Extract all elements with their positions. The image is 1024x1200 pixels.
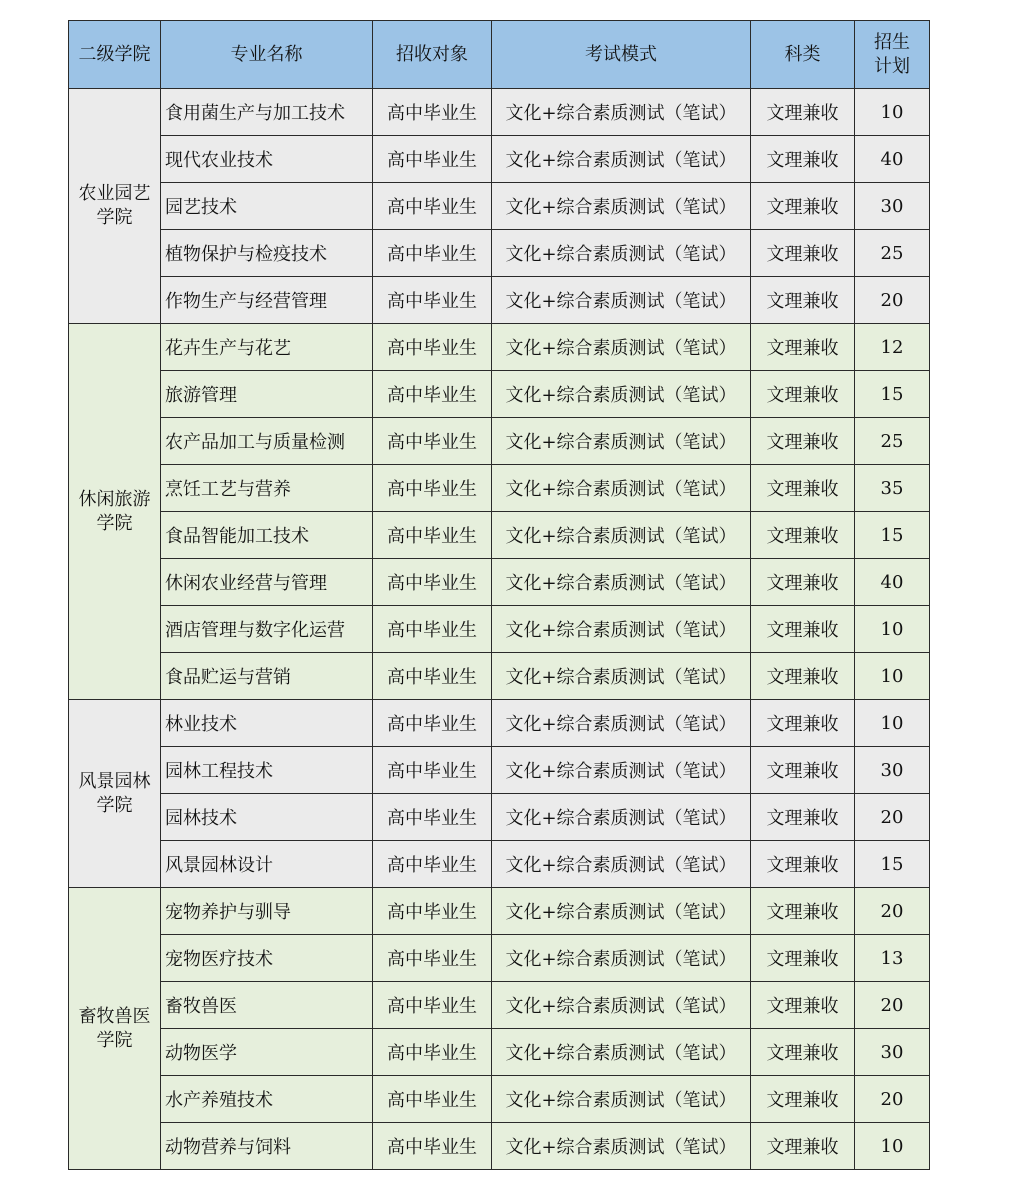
exam-mode: 文化+综合素质测试（笔试） bbox=[492, 136, 751, 183]
table-row bbox=[69, 512, 930, 559]
enrollment-plan: 40 bbox=[855, 559, 930, 606]
major-name: 作物生产与经营管理 bbox=[161, 277, 373, 324]
enrollment-target: 高中毕业生 bbox=[373, 89, 492, 136]
table-row bbox=[69, 559, 930, 606]
college-name-line2: 学院 bbox=[96, 1029, 133, 1051]
enrollment-plan: 20 bbox=[855, 888, 930, 935]
exam-mode: 文化+综合素质测试（笔试） bbox=[492, 324, 751, 371]
table-row bbox=[69, 606, 930, 653]
enrollment-plan: 30 bbox=[855, 183, 930, 230]
table-row bbox=[69, 136, 930, 183]
enrollment-plan: 20 bbox=[855, 277, 930, 324]
college-name-line2: 学院 bbox=[96, 794, 133, 816]
enrollment-plan: 25 bbox=[855, 418, 930, 465]
enrollment-plan: 15 bbox=[855, 841, 930, 888]
enrollment-plan: 30 bbox=[855, 747, 930, 794]
exam-mode: 文化+综合素质测试（笔试） bbox=[492, 1076, 751, 1123]
header-target: 招收对象 bbox=[373, 21, 492, 89]
major-name: 休闲农业经营与管理 bbox=[161, 559, 373, 606]
enrollment-target: 高中毕业生 bbox=[373, 371, 492, 418]
college-name-line2: 学院 bbox=[96, 207, 133, 228]
exam-mode: 文化+综合素质测试（笔试） bbox=[492, 747, 751, 794]
enrollment-plan: 20 bbox=[855, 1076, 930, 1123]
enrollment-target: 高中毕业生 bbox=[373, 559, 492, 606]
enrollment-plan: 10 bbox=[855, 700, 930, 747]
subject-category: 文理兼收 bbox=[751, 982, 855, 1029]
subject-category: 文理兼收 bbox=[751, 465, 855, 512]
subject-category: 文理兼收 bbox=[751, 841, 855, 888]
enrollment-plan: 20 bbox=[855, 982, 930, 1029]
exam-mode: 文化+综合素质测试（笔试） bbox=[492, 277, 751, 324]
exam-mode: 文化+综合素质测试（笔试） bbox=[492, 653, 751, 700]
table-row bbox=[69, 935, 930, 982]
enrollment-target: 高中毕业生 bbox=[373, 794, 492, 841]
table-row bbox=[69, 89, 930, 136]
exam-mode: 文化+综合素质测试（笔试） bbox=[492, 606, 751, 653]
exam-mode: 文化+综合素质测试（笔试） bbox=[492, 559, 751, 606]
table-row bbox=[69, 1123, 930, 1170]
header-plan-line1: 招生 bbox=[874, 31, 910, 53]
college-name bbox=[69, 324, 161, 700]
college-name bbox=[69, 89, 161, 324]
major-name: 食品智能加工技术 bbox=[161, 512, 373, 559]
subject-category: 文理兼收 bbox=[751, 1123, 855, 1170]
college-name-line1: 农业园艺 bbox=[78, 183, 151, 204]
major-name: 食用菌生产与加工技术 bbox=[161, 89, 373, 136]
enrollment-target: 高中毕业生 bbox=[373, 183, 492, 230]
exam-mode: 文化+综合素质测试（笔试） bbox=[492, 888, 751, 935]
major-name: 食品贮运与营销 bbox=[161, 653, 373, 700]
major-name: 酒店管理与数字化运营 bbox=[161, 606, 373, 653]
exam-mode: 文化+综合素质测试（笔试） bbox=[492, 230, 751, 277]
enrollment-plan: 10 bbox=[855, 606, 930, 653]
college-name-line1: 畜牧兽医 bbox=[78, 1005, 151, 1027]
table-row bbox=[69, 982, 930, 1029]
exam-mode: 文化+综合素质测试（笔试） bbox=[492, 700, 751, 747]
enrollment-target: 高中毕业生 bbox=[373, 653, 492, 700]
major-name: 畜牧兽医 bbox=[161, 982, 373, 1029]
enrollment-target: 高中毕业生 bbox=[373, 841, 492, 888]
major-name: 园林技术 bbox=[161, 794, 373, 841]
major-name: 风景园林设计 bbox=[161, 841, 373, 888]
college-name bbox=[69, 700, 161, 888]
subject-category: 文理兼收 bbox=[751, 371, 855, 418]
exam-mode: 文化+综合素质测试（笔试） bbox=[492, 89, 751, 136]
subject-category: 文理兼收 bbox=[751, 324, 855, 371]
enrollment-target: 高中毕业生 bbox=[373, 888, 492, 935]
table-row bbox=[69, 653, 930, 700]
major-name: 植物保护与检疫技术 bbox=[161, 230, 373, 277]
table-row bbox=[69, 794, 930, 841]
table-row bbox=[69, 324, 930, 371]
exam-mode: 文化+综合素质测试（笔试） bbox=[492, 935, 751, 982]
subject-category: 文理兼收 bbox=[751, 512, 855, 559]
exam-mode: 文化+综合素质测试（笔试） bbox=[492, 841, 751, 888]
enrollment-plan: 20 bbox=[855, 794, 930, 841]
enrollment-target: 高中毕业生 bbox=[373, 230, 492, 277]
major-name: 水产养殖技术 bbox=[161, 1076, 373, 1123]
major-name: 宠物医疗技术 bbox=[161, 935, 373, 982]
major-name: 农产品加工与质量检测 bbox=[161, 418, 373, 465]
major-name: 林业技术 bbox=[161, 700, 373, 747]
enrollment-target: 高中毕业生 bbox=[373, 1029, 492, 1076]
enrollment-plan: 12 bbox=[855, 324, 930, 371]
table-body bbox=[69, 89, 930, 1170]
major-name: 烹饪工艺与营养 bbox=[161, 465, 373, 512]
major-name: 动物医学 bbox=[161, 1029, 373, 1076]
enrollment-plan: 10 bbox=[855, 653, 930, 700]
exam-mode: 文化+综合素质测试（笔试） bbox=[492, 1123, 751, 1170]
subject-category: 文理兼收 bbox=[751, 794, 855, 841]
enrollment-plan: 25 bbox=[855, 230, 930, 277]
exam-mode: 文化+综合素质测试（笔试） bbox=[492, 982, 751, 1029]
enrollment-target: 高中毕业生 bbox=[373, 935, 492, 982]
subject-category: 文理兼收 bbox=[751, 888, 855, 935]
header-exam-mode: 考试模式 bbox=[492, 21, 751, 89]
subject-category: 文理兼收 bbox=[751, 136, 855, 183]
major-name: 现代农业技术 bbox=[161, 136, 373, 183]
enrollment-target: 高中毕业生 bbox=[373, 747, 492, 794]
subject-category: 文理兼收 bbox=[751, 935, 855, 982]
enrollment-plan: 10 bbox=[855, 89, 930, 136]
subject-category: 文理兼收 bbox=[751, 277, 855, 324]
table-row bbox=[69, 277, 930, 324]
table-row bbox=[69, 1076, 930, 1123]
exam-mode: 文化+综合素质测试（笔试） bbox=[492, 465, 751, 512]
header-college: 二级学院 bbox=[69, 21, 161, 89]
header-plan-line2: 计划 bbox=[874, 55, 910, 77]
enrollment-target: 高中毕业生 bbox=[373, 700, 492, 747]
enrollment-target: 高中毕业生 bbox=[373, 1076, 492, 1123]
enrollment-target: 高中毕业生 bbox=[373, 136, 492, 183]
enrollment-target: 高中毕业生 bbox=[373, 606, 492, 653]
exam-mode: 文化+综合素质测试（笔试） bbox=[492, 418, 751, 465]
major-name: 园艺技术 bbox=[161, 183, 373, 230]
subject-category: 文理兼收 bbox=[751, 183, 855, 230]
enrollment-plan: 15 bbox=[855, 371, 930, 418]
enrollment-plan-table bbox=[68, 20, 930, 1170]
major-name: 花卉生产与花艺 bbox=[161, 324, 373, 371]
enrollment-target: 高中毕业生 bbox=[373, 512, 492, 559]
table-row bbox=[69, 841, 930, 888]
table-row bbox=[69, 1029, 930, 1076]
table-row bbox=[69, 747, 930, 794]
table-row bbox=[69, 183, 930, 230]
enrollment-plan: 40 bbox=[855, 136, 930, 183]
subject-category: 文理兼收 bbox=[751, 700, 855, 747]
enrollment-target: 高中毕业生 bbox=[373, 324, 492, 371]
subject-category: 文理兼收 bbox=[751, 418, 855, 465]
subject-category: 文理兼收 bbox=[751, 1029, 855, 1076]
subject-category: 文理兼收 bbox=[751, 1076, 855, 1123]
exam-mode: 文化+综合素质测试（笔试） bbox=[492, 1029, 751, 1076]
table-row bbox=[69, 371, 930, 418]
header-category: 科类 bbox=[751, 21, 855, 89]
enrollment-plan: 30 bbox=[855, 1029, 930, 1076]
major-name: 旅游管理 bbox=[161, 371, 373, 418]
enrollment-plan: 35 bbox=[855, 465, 930, 512]
major-name: 园林工程技术 bbox=[161, 747, 373, 794]
subject-category: 文理兼收 bbox=[751, 89, 855, 136]
college-name-line1: 风景园林 bbox=[78, 770, 151, 792]
table-row bbox=[69, 418, 930, 465]
exam-mode: 文化+综合素质测试（笔试） bbox=[492, 371, 751, 418]
enrollment-target: 高中毕业生 bbox=[373, 1123, 492, 1170]
college-name-line2: 学院 bbox=[96, 512, 133, 534]
subject-category: 文理兼收 bbox=[751, 606, 855, 653]
enrollment-target: 高中毕业生 bbox=[373, 277, 492, 324]
college-name bbox=[69, 888, 161, 1170]
enrollment-target: 高中毕业生 bbox=[373, 418, 492, 465]
header-row bbox=[69, 21, 930, 89]
table-row bbox=[69, 230, 930, 277]
subject-category: 文理兼收 bbox=[751, 653, 855, 700]
subject-category: 文理兼收 bbox=[751, 747, 855, 794]
header-major: 专业名称 bbox=[161, 21, 373, 89]
major-name: 宠物养护与驯导 bbox=[161, 888, 373, 935]
enrollment-target: 高中毕业生 bbox=[373, 982, 492, 1029]
table-row bbox=[69, 700, 930, 747]
exam-mode: 文化+综合素质测试（笔试） bbox=[492, 512, 751, 559]
subject-category: 文理兼收 bbox=[751, 559, 855, 606]
table-row bbox=[69, 888, 930, 935]
enrollment-target: 高中毕业生 bbox=[373, 465, 492, 512]
college-name-line1: 休闲旅游 bbox=[78, 488, 151, 510]
subject-category: 文理兼收 bbox=[751, 230, 855, 277]
enrollment-plan: 15 bbox=[855, 512, 930, 559]
exam-mode: 文化+综合素质测试（笔试） bbox=[492, 794, 751, 841]
enrollment-plan: 13 bbox=[855, 935, 930, 982]
enrollment-plan: 10 bbox=[855, 1123, 930, 1170]
exam-mode: 文化+综合素质测试（笔试） bbox=[492, 183, 751, 230]
table-row bbox=[69, 465, 930, 512]
major-name: 动物营养与饲料 bbox=[161, 1123, 373, 1170]
header-plan bbox=[855, 21, 930, 89]
